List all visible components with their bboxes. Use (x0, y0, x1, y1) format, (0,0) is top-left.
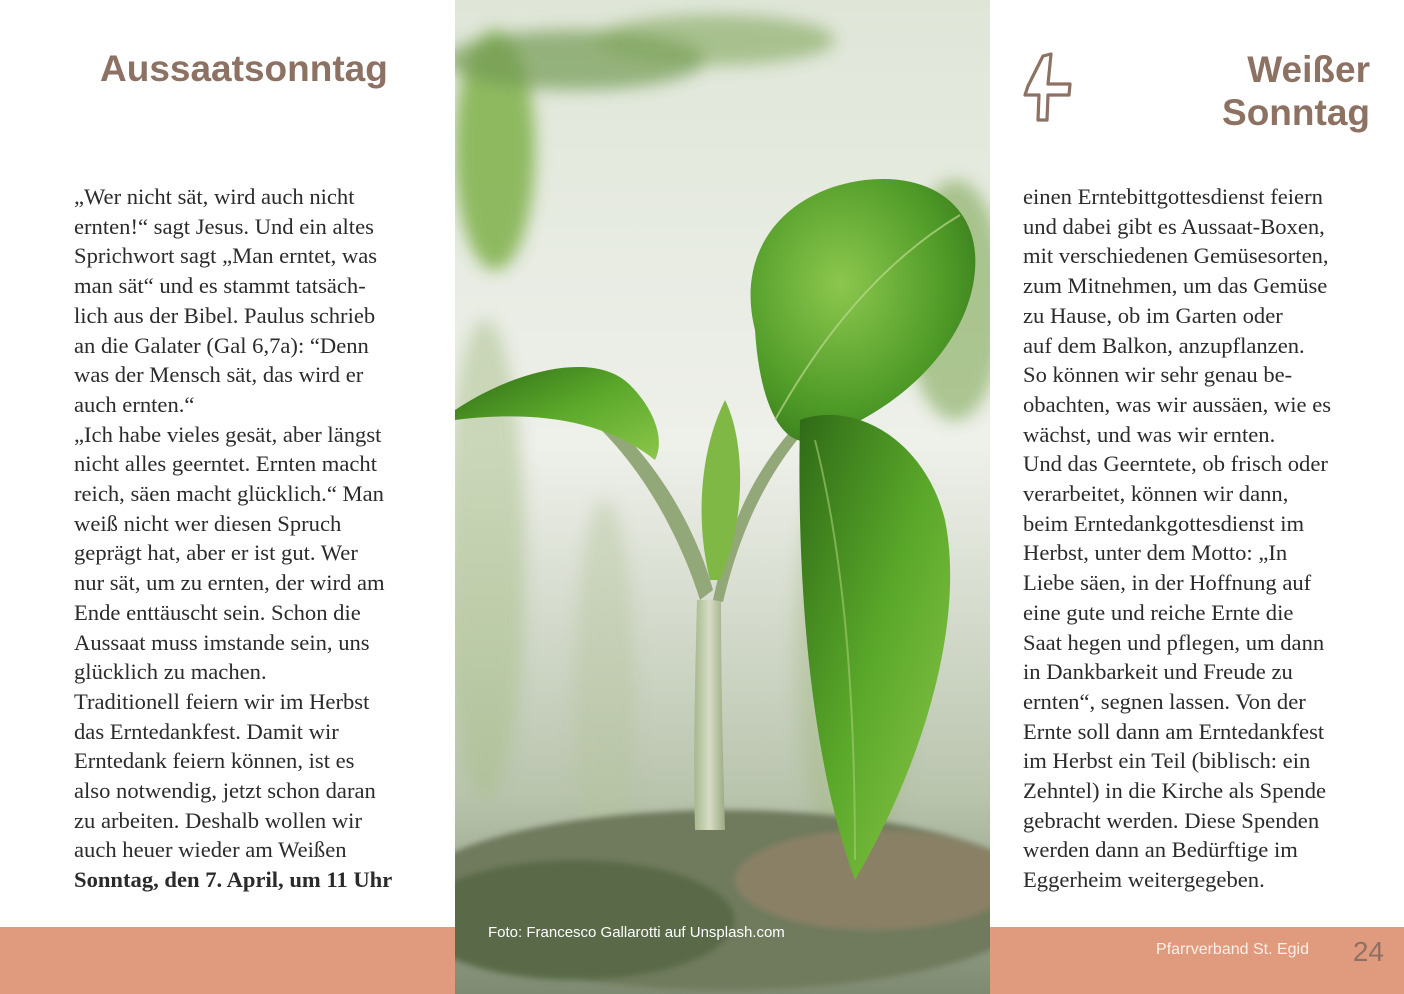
text-line: lich aus der Bibel. Paulus schrieb (74, 302, 376, 328)
text-line: also notwendig, jetzt schon daran (74, 778, 376, 804)
text-line: und dabei gibt es Aussaat-Boxen, (1023, 213, 1325, 239)
right-title-line-2: Sonntag (1222, 92, 1370, 133)
footer-band-left (0, 927, 455, 994)
text-line: Und das Geerntete, ob frisch oder (1023, 451, 1328, 477)
text-line: Erntedank feiern können, ist es (74, 748, 355, 774)
text-line: Sprichwort sagt „Man erntet, was (74, 243, 378, 269)
text-line: Ende enttäuscht sein. Schon die (74, 599, 361, 625)
text-line: Liebe säen, in der Hoffnung auf (1023, 570, 1312, 596)
text-line: gebracht werden. Diese Spenden (1023, 807, 1320, 833)
text-line: nicht alles geerntet. Ernten macht (74, 451, 378, 477)
text-line: zu Hause, ob im Garten oder (1023, 302, 1283, 328)
text-line: Traditionell feiern wir im Herbst (74, 688, 370, 714)
seedling-illustration (455, 0, 990, 994)
footer-band-right (990, 927, 1404, 994)
text-line: Saat hegen und pflegen, um dann (1023, 629, 1325, 655)
right-title-line-1: Weißer (1247, 49, 1370, 90)
text-line: Aussaat muss imstande sein, uns (74, 629, 370, 655)
text-line: mit verschiedenen Gemüsesorten, (1023, 243, 1329, 269)
event-date-line: Sonntag, den 7. April, um 11 Uhr (74, 867, 393, 893)
text-line: Eggerheim weitergegeben. (1023, 867, 1265, 893)
footer-organization: Pfarrverband St. Egid (1156, 941, 1309, 958)
photo-credit: Foto: Francesco Gallarotti auf Unsplash.com (488, 924, 785, 941)
page-number: 24 (1352, 936, 1384, 967)
text-line: obachten, was wir aussäen, wie es (1023, 391, 1332, 417)
text-line: nur sät, um zu ernten, der wird am (74, 570, 385, 596)
right-article-body (1023, 182, 1331, 895)
text-line: was der Mensch sät, das wird er (74, 362, 364, 388)
text-line: auch ernten.“ (74, 391, 195, 417)
text-line: in Dankbarkeit und Freude zu (1023, 659, 1293, 685)
left-page-title: Aussaatsonntag (100, 48, 388, 89)
text-line: das Erntedankfest. Damit wir (74, 718, 339, 744)
text-line: glücklich zu machen. (74, 659, 267, 685)
text-line: Herbst, unter dem Motto: „In (1023, 540, 1288, 566)
text-line: zum Mitnehmen, um das Gemüse (1023, 273, 1328, 299)
text-line: ernten“, segnen lassen. Von der (1023, 688, 1306, 714)
text-line: beim Erntedankgottesdienst im (1023, 510, 1305, 536)
text-line: Ernte soll dann am Erntedankfest (1023, 718, 1325, 744)
text-line: im Herbst ein Teil (biblisch: ein (1023, 748, 1311, 774)
text-line: an die Galater (Gal 6,7a): “Denn (74, 332, 369, 358)
text-line: geprägt hat, aber er ist gut. Wer (74, 540, 358, 566)
right-page-column (990, 0, 1404, 994)
left-article-body (74, 182, 392, 895)
right-page-title (1222, 48, 1370, 134)
text-line: zu arbeiten. Deshalb wollen wir (74, 807, 362, 833)
text-line: werden dann an Bedürftige im (1023, 837, 1298, 863)
text-line: verarbeitet, können wir dann, (1023, 481, 1289, 507)
text-line: einen Erntebittgottesdienst feiern (1023, 184, 1323, 209)
left-page-column (0, 0, 455, 994)
text-line: „Wer nicht sät, wird auch nicht (74, 184, 355, 209)
text-line: Zehntel) in die Kirche als Spende (1023, 778, 1327, 804)
text-line: auf dem Balkon, anzupflanzen. (1023, 332, 1305, 358)
text-line: weiß nicht wer diesen Spruch (74, 510, 342, 536)
seedling-photo (455, 0, 990, 994)
text-line: man sät“ und es stammt tatsäch- (74, 273, 366, 299)
cross-icon (1022, 52, 1074, 124)
text-line: wächst, und was wir ernten. (1023, 421, 1276, 447)
text-line: auch heuer wieder am Weißen (74, 837, 347, 863)
text-line: reich, säen macht glücklich.“ Man (74, 481, 384, 507)
text-line: So können wir sehr genau be- (1023, 362, 1293, 388)
text-line: eine gute und reiche Ernte die (1023, 599, 1294, 625)
text-line: „Ich habe vieles gesät, aber längst (74, 421, 382, 447)
text-line: ernten!“ sagt Jesus. Und ein altes (74, 213, 374, 239)
